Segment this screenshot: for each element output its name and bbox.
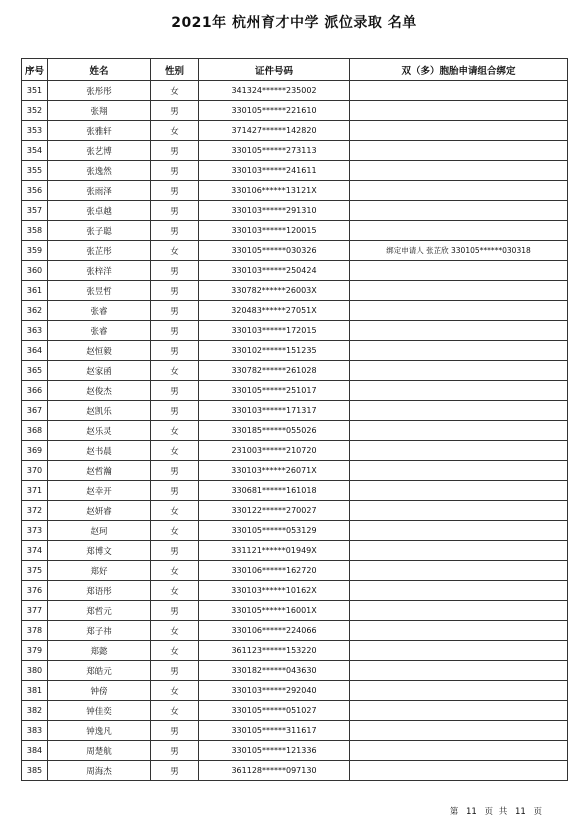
- table-row: [22, 81, 568, 101]
- cell-twin-binding: [350, 641, 568, 661]
- cell-seq: 353: [22, 121, 48, 141]
- cell-name: 张彤彤: [48, 81, 151, 101]
- cell-twin-binding: [350, 741, 568, 761]
- cell-seq: 358: [22, 221, 48, 241]
- cell-seq: 354: [22, 141, 48, 161]
- cell-gender: 男: [151, 601, 199, 621]
- cell-twin-binding: [350, 261, 568, 281]
- cell-gender: 男: [151, 301, 199, 321]
- cell-name: 赵哲瀚: [48, 461, 151, 481]
- cell-twin-binding: [350, 361, 568, 381]
- cell-twin-binding: [350, 401, 568, 421]
- table-row: [22, 421, 568, 441]
- table-row: [22, 381, 568, 401]
- table-row: [22, 261, 568, 281]
- cell-gender: 女: [151, 241, 199, 261]
- table-row: [22, 741, 568, 761]
- cell-gender: 男: [151, 141, 199, 161]
- cell-gender: 女: [151, 581, 199, 601]
- cell-gender: 男: [151, 481, 199, 501]
- cell-seq: 363: [22, 321, 48, 341]
- cell-seq: 360: [22, 261, 48, 281]
- cell-name: 张艺博: [48, 141, 151, 161]
- cell-name: 钟佳奕: [48, 701, 151, 721]
- table-row: [22, 161, 568, 181]
- cell-name: 张卓越: [48, 201, 151, 221]
- cell-gender: 男: [151, 401, 199, 421]
- cell-id-number: 330106******13121X: [199, 181, 350, 201]
- cell-seq: 356: [22, 181, 48, 201]
- cell-seq: 368: [22, 421, 48, 441]
- cell-twin-binding: [350, 101, 568, 121]
- page-mid: 页 共: [484, 807, 508, 817]
- cell-id-number: 330105******053129: [199, 521, 350, 541]
- cell-twin-binding: [350, 381, 568, 401]
- cell-id-number: 330103******10162X: [199, 581, 350, 601]
- table-row: [22, 281, 568, 301]
- cell-twin-binding: [350, 221, 568, 241]
- cell-twin-binding: [350, 141, 568, 161]
- table-row: [22, 321, 568, 341]
- header-name: 姓名: [48, 59, 151, 81]
- cell-id-number: 330103******291310: [199, 201, 350, 221]
- page-title: 2021年 杭州育才中学 派位录取 名单: [171, 15, 417, 31]
- cell-twin-binding: 绑定申请人 张芷欣 330105******030318: [350, 241, 568, 261]
- page-suffix: 页: [533, 807, 542, 817]
- table-row: [22, 641, 568, 661]
- cell-twin-binding: [350, 301, 568, 321]
- admission-table: [21, 58, 568, 781]
- table-row: [22, 701, 568, 721]
- cell-id-number: 341324******235002: [199, 81, 350, 101]
- table-row: [22, 241, 568, 261]
- cell-twin-binding: [350, 81, 568, 101]
- cell-gender: 女: [151, 561, 199, 581]
- cell-gender: 女: [151, 621, 199, 641]
- cell-seq: 375: [22, 561, 48, 581]
- cell-id-number: 231003******210720: [199, 441, 350, 461]
- cell-id-number: 331121******01949X: [199, 541, 350, 561]
- cell-id-number: 330103******172015: [199, 321, 350, 341]
- cell-id-number: 330122******270027: [199, 501, 350, 521]
- cell-seq: 352: [22, 101, 48, 121]
- cell-gender: 女: [151, 701, 199, 721]
- cell-id-number: 330105******030326: [199, 241, 350, 261]
- header-seq: 序号: [22, 59, 48, 81]
- cell-id-number: 371427******142820: [199, 121, 350, 141]
- cell-seq: 361: [22, 281, 48, 301]
- cell-name: 张睿: [48, 301, 151, 321]
- cell-gender: 男: [151, 541, 199, 561]
- table-row: [22, 341, 568, 361]
- cell-name: 郑语彤: [48, 581, 151, 601]
- cell-name: 赵家函: [48, 361, 151, 381]
- table-row: [22, 101, 568, 121]
- table-row: [22, 441, 568, 461]
- cell-name: 周海杰: [48, 761, 151, 781]
- cell-seq: 377: [22, 601, 48, 621]
- cell-id-number: 320483******27051X: [199, 301, 350, 321]
- cell-name: 张昱哲: [48, 281, 151, 301]
- cell-name: 赵凯乐: [48, 401, 151, 421]
- cell-name: 郑博文: [48, 541, 151, 561]
- cell-twin-binding: [350, 201, 568, 221]
- table-row: [22, 181, 568, 201]
- cell-name: 赵妍睿: [48, 501, 151, 521]
- cell-twin-binding: [350, 621, 568, 641]
- cell-id-number: 330185******055026: [199, 421, 350, 441]
- cell-name: 郑子祎: [48, 621, 151, 641]
- cell-seq: 373: [22, 521, 48, 541]
- cell-twin-binding: [350, 321, 568, 341]
- cell-id-number: 330182******043630: [199, 661, 350, 681]
- cell-twin-binding: [350, 421, 568, 441]
- cell-id-number: 330106******162720: [199, 561, 350, 581]
- cell-seq: 381: [22, 681, 48, 701]
- cell-seq: 384: [22, 741, 48, 761]
- cell-gender: 女: [151, 361, 199, 381]
- table-row: [22, 221, 568, 241]
- cell-id-number: 361128******097130: [199, 761, 350, 781]
- cell-twin-binding: [350, 121, 568, 141]
- cell-gender: 男: [151, 181, 199, 201]
- cell-id-number: 330103******26071X: [199, 461, 350, 481]
- cell-name: 赵恒毅: [48, 341, 151, 361]
- cell-gender: 男: [151, 341, 199, 361]
- cell-seq: 385: [22, 761, 48, 781]
- table-row: [22, 621, 568, 641]
- cell-twin-binding: [350, 661, 568, 681]
- cell-gender: 男: [151, 321, 199, 341]
- table-header-row: [22, 59, 568, 81]
- cell-twin-binding: [350, 481, 568, 501]
- header-twin-binding: 双（多）胞胎申请组合绑定: [350, 59, 568, 81]
- table-row: [22, 681, 568, 701]
- table-row: [22, 401, 568, 421]
- cell-gender: 女: [151, 501, 199, 521]
- cell-seq: 380: [22, 661, 48, 681]
- cell-twin-binding: [350, 601, 568, 621]
- table-row: [22, 501, 568, 521]
- cell-seq: 378: [22, 621, 48, 641]
- table-row: [22, 581, 568, 601]
- cell-twin-binding: [350, 581, 568, 601]
- cell-name: 张子聪: [48, 221, 151, 241]
- cell-seq: 379: [22, 641, 48, 661]
- cell-name: 钟逸凡: [48, 721, 151, 741]
- cell-id-number: 330782******261028: [199, 361, 350, 381]
- table-row: [22, 721, 568, 741]
- table-row: [22, 301, 568, 321]
- page-current: 11: [466, 807, 477, 817]
- cell-name: 郑哲元: [48, 601, 151, 621]
- page-footer: [448, 805, 542, 817]
- cell-name: 赵幸开: [48, 481, 151, 501]
- cell-id-number: 330103******120015: [199, 221, 350, 241]
- table-row: [22, 361, 568, 381]
- cell-id-number: 330105******16001X: [199, 601, 350, 621]
- cell-twin-binding: [350, 521, 568, 541]
- cell-seq: 374: [22, 541, 48, 561]
- cell-twin-binding: [350, 441, 568, 461]
- cell-gender: 男: [151, 741, 199, 761]
- cell-name: 赵书晨: [48, 441, 151, 461]
- cell-id-number: 330103******250424: [199, 261, 350, 281]
- table-body: [22, 81, 568, 781]
- cell-name: 赵珂: [48, 521, 151, 541]
- cell-name: 赵俊杰: [48, 381, 151, 401]
- cell-seq: 355: [22, 161, 48, 181]
- cell-id-number: 330105******273113: [199, 141, 350, 161]
- page-total: 11: [514, 807, 526, 817]
- cell-id-number: 330106******224066: [199, 621, 350, 641]
- cell-gender: 男: [151, 201, 199, 221]
- cell-twin-binding: [350, 461, 568, 481]
- cell-gender: 男: [151, 661, 199, 681]
- table-row: [22, 481, 568, 501]
- cell-seq: 362: [22, 301, 48, 321]
- table-row: [22, 541, 568, 561]
- header-gender: 性别: [151, 59, 199, 81]
- cell-id-number: 330103******241611: [199, 161, 350, 181]
- cell-twin-binding: [350, 341, 568, 361]
- cell-id-number: 330105******221610: [199, 101, 350, 121]
- cell-gender: 女: [151, 641, 199, 661]
- cell-id-number: 330103******171317: [199, 401, 350, 421]
- cell-name: 郑好: [48, 561, 151, 581]
- cell-seq: 376: [22, 581, 48, 601]
- table-row: [22, 141, 568, 161]
- cell-twin-binding: [350, 761, 568, 781]
- cell-gender: 男: [151, 721, 199, 741]
- cell-seq: 364: [22, 341, 48, 361]
- cell-seq: 383: [22, 721, 48, 741]
- cell-gender: 男: [151, 161, 199, 181]
- cell-name: 郑皓元: [48, 661, 151, 681]
- cell-gender: 女: [151, 81, 199, 101]
- table-row: [22, 561, 568, 581]
- cell-gender: 女: [151, 681, 199, 701]
- cell-seq: 372: [22, 501, 48, 521]
- cell-seq: 371: [22, 481, 48, 501]
- cell-name: 张睿: [48, 321, 151, 341]
- cell-name: 张逸然: [48, 161, 151, 181]
- cell-twin-binding: [350, 501, 568, 521]
- cell-name: 周楚航: [48, 741, 151, 761]
- cell-seq: 366: [22, 381, 48, 401]
- cell-id-number: 330105******251017: [199, 381, 350, 401]
- cell-gender: 女: [151, 421, 199, 441]
- cell-seq: 370: [22, 461, 48, 481]
- cell-gender: 男: [151, 761, 199, 781]
- table-row: [22, 461, 568, 481]
- cell-name: 张梓洋: [48, 261, 151, 281]
- cell-seq: 382: [22, 701, 48, 721]
- cell-twin-binding: [350, 701, 568, 721]
- cell-gender: 女: [151, 521, 199, 541]
- cell-id-number: 330782******26003X: [199, 281, 350, 301]
- cell-gender: 男: [151, 461, 199, 481]
- cell-gender: 男: [151, 381, 199, 401]
- cell-seq: 359: [22, 241, 48, 261]
- cell-twin-binding: [350, 281, 568, 301]
- cell-name: 张雨泽: [48, 181, 151, 201]
- table-row: [22, 521, 568, 541]
- cell-gender: 女: [151, 441, 199, 461]
- cell-twin-binding: [350, 561, 568, 581]
- cell-seq: 369: [22, 441, 48, 461]
- cell-name: 张翔: [48, 101, 151, 121]
- cell-name: 郑懿: [48, 641, 151, 661]
- cell-id-number: 330102******151235: [199, 341, 350, 361]
- cell-id-number: 330105******051027: [199, 701, 350, 721]
- cell-id-number: 361123******153220: [199, 641, 350, 661]
- cell-seq: 367: [22, 401, 48, 421]
- cell-seq: 357: [22, 201, 48, 221]
- page-label: 第: [449, 807, 459, 817]
- cell-twin-binding: [350, 541, 568, 561]
- cell-name: 钟傍: [48, 681, 151, 701]
- cell-seq: 351: [22, 81, 48, 101]
- cell-twin-binding: [350, 681, 568, 701]
- cell-twin-binding: [350, 161, 568, 181]
- cell-id-number: 330103******292040: [199, 681, 350, 701]
- table-row: [22, 201, 568, 221]
- cell-gender: 男: [151, 281, 199, 301]
- cell-id-number: 330105******311617: [199, 721, 350, 741]
- cell-seq: 365: [22, 361, 48, 381]
- header-id-number: 证件号码: [199, 59, 350, 81]
- table-row: [22, 121, 568, 141]
- cell-id-number: 330681******161018: [199, 481, 350, 501]
- cell-gender: 男: [151, 221, 199, 241]
- cell-name: 赵乐灵: [48, 421, 151, 441]
- cell-gender: 男: [151, 101, 199, 121]
- cell-name: 张雅轩: [48, 121, 151, 141]
- table-row: [22, 661, 568, 681]
- cell-id-number: 330105******121336: [199, 741, 350, 761]
- table-row: [22, 601, 568, 621]
- cell-gender: 女: [151, 121, 199, 141]
- cell-twin-binding: [350, 721, 568, 741]
- cell-gender: 男: [151, 261, 199, 281]
- cell-twin-binding: [350, 181, 568, 201]
- cell-name: 张芷彤: [48, 241, 151, 261]
- table-row: [22, 761, 568, 781]
